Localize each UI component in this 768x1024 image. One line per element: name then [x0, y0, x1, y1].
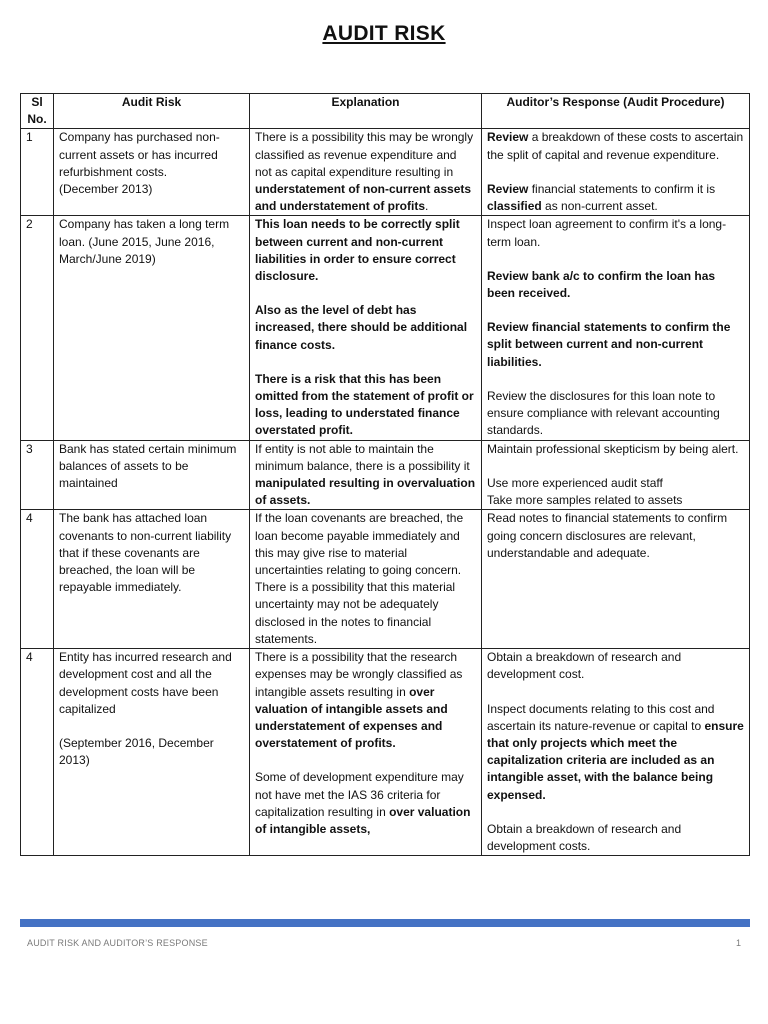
response-emphasis: classified [487, 199, 542, 214]
risk-text: Bank has stated certain minimum balances of assets to be maintained [59, 441, 237, 491]
page-number: 1 [735, 938, 741, 948]
row-number: 3 [21, 440, 54, 510]
row-number: 4 [21, 510, 54, 649]
explanation-emphasis: Also as the level of debt has increased, there should be additional finance costs. [255, 303, 468, 352]
risk-text: Entity has incurred research and development cost and all the development costs have been capitalized [59, 650, 232, 716]
response-text: Review the disclosures for this loan note to ensure compliance with relevant accounting standards. [487, 388, 720, 438]
table-row [21, 649, 750, 856]
audit-risk-cell [54, 510, 250, 649]
table-row [21, 129, 750, 216]
table-row [21, 216, 750, 440]
explanation-cell [250, 510, 482, 649]
explanation-emphasis: This loan needs to be correctly split between current and non-current liabilities in order to ensure correct disclosure. [255, 217, 460, 284]
header-audit-risk: Audit Risk [54, 94, 250, 129]
row-number: 1 [21, 129, 54, 216]
header-sl-no: Sl No. [21, 94, 54, 129]
header-explanation: Explanation [250, 94, 482, 129]
risk-text: Company has taken a long term loan. (June 2015, June 2016, March/June 2019) [59, 217, 230, 266]
row-number: 2 [21, 216, 54, 440]
footer-bar [20, 919, 750, 927]
response-text: Inspect loan agreement to confirm it's a long-term loan. [487, 217, 727, 249]
response-text: Use more experienced audit staff [487, 475, 663, 490]
explanation-paragraph [255, 649, 476, 752]
response-emphasis: Review [487, 181, 529, 196]
risk-text: Company has purchased non-current assets or has incurred refurbishment costs. [59, 130, 220, 179]
response-text: Inspect documents relating to this cost and ascertain its nature-revenue or capital to [487, 701, 715, 733]
response-paragraph [487, 129, 744, 163]
response-emphasis: Review bank a/c to confirm the loan has been received. [487, 268, 716, 301]
response-text: Read notes to financial statements to confirm going concern disclosures are relevant, understandable and adequate. [487, 511, 728, 560]
explanation-text: Some of development expenditure may not have met the IAS 36 criteria for capitalization resulting in [255, 770, 464, 819]
explanation-text: If entity is not able to maintain the minimum balance, there is a possibility it [255, 441, 470, 473]
response-text: Take more samples related to assets [487, 493, 683, 508]
audit-risk-cell [54, 649, 250, 856]
response-paragraph [487, 181, 744, 215]
explanation-text: There is a possibility this may be wrongly classified as revenue expenditure and not as capital expenditure resulting in [255, 130, 474, 179]
response-paragraph [487, 701, 744, 804]
explanation-cell [250, 216, 482, 440]
response-text: financial statements to confirm it is [528, 181, 716, 196]
page-title: AUDIT RISK [322, 22, 446, 45]
footer-title: AUDIT RISK AND AUDITOR’S RESPONSE [27, 938, 208, 948]
table-row [21, 510, 750, 649]
table-header-row [21, 94, 750, 129]
audit-risk-cell [54, 129, 250, 216]
paragraph-gap [487, 164, 744, 181]
response-cell [482, 649, 750, 856]
row-number: 4 [21, 649, 54, 856]
paragraph-gap [59, 718, 244, 735]
risk-reference: (December 2013) [59, 182, 153, 197]
audit-risk-cell [54, 440, 250, 510]
paragraph-gap [487, 302, 744, 319]
explanation-emphasis: manipulated resulting in overvaluation of assets. [255, 476, 476, 508]
response-emphasis: Review financial statements to confirm the split between current and non-current liabilities. [487, 320, 731, 369]
response-emphasis: ensure that only projects which meet the capitalization criteria are included as an intangible asset, with the balance being expensed. [487, 718, 744, 802]
paragraph-gap [487, 251, 744, 268]
response-emphasis: Review [487, 130, 529, 145]
explanation-cell [250, 440, 482, 510]
explanation-text: If the loan covenants are breached, the loan become payable immediately and this may give rise to material uncertainties relating to going concern. There is a possibility that this material uncertainty may not be adequately disclosed in the notes to financial statements. [255, 511, 464, 646]
explanation-emphasis: over valuation of intangible assets and understatement of expenses and overstatement of profits. [255, 684, 448, 751]
paragraph-gap [255, 285, 476, 302]
response-text: a breakdown of these costs to ascertain the split of capital and revenue expenditure. [487, 130, 744, 162]
explanation-text: . [425, 199, 429, 214]
paragraph-gap [487, 371, 744, 388]
response-text: Obtain a breakdown of research and development cost. [487, 650, 682, 682]
paragraph-gap [487, 684, 744, 701]
response-cell [482, 129, 750, 216]
audit-risk-cell [54, 216, 250, 440]
risk-text: The bank has attached loan covenants to non-current liability that if these covenants are breached, the loan will be repayable immediately. [59, 511, 232, 595]
paragraph-gap [255, 752, 476, 769]
explanation-emphasis: understatement of non-current assets and understatement of profits [255, 182, 472, 214]
response-cell [482, 440, 750, 510]
response-text: Obtain a breakdown of research and development costs. [487, 821, 682, 853]
table-row [21, 440, 750, 510]
explanation-text: There is a possibility that the research expenses may be wrongly classified as intangible assets resulting in [255, 650, 463, 699]
response-text: Maintain professional skepticism by being alert. [487, 441, 739, 456]
response-cell [482, 510, 750, 649]
explanation-cell [250, 129, 482, 216]
audit-risk-table [20, 93, 750, 856]
explanation-cell [250, 649, 482, 856]
paragraph-gap [255, 354, 476, 371]
paragraph-gap [487, 458, 744, 475]
risk-reference: (September 2016, December 2013) [59, 735, 214, 768]
paragraph-gap [487, 804, 744, 821]
explanation-emphasis: There is a risk that this has been omitted from the statement of profit or loss, leading to understated finance overstated profit. [255, 371, 474, 438]
header-auditor-response: Auditor’s Response (Audit Procedure) [482, 94, 750, 129]
explanation-paragraph [255, 769, 476, 838]
response-text: as non-current asset. [541, 199, 658, 214]
response-cell [482, 216, 750, 440]
explanation-emphasis: over valuation of intangible assets, [255, 804, 471, 836]
